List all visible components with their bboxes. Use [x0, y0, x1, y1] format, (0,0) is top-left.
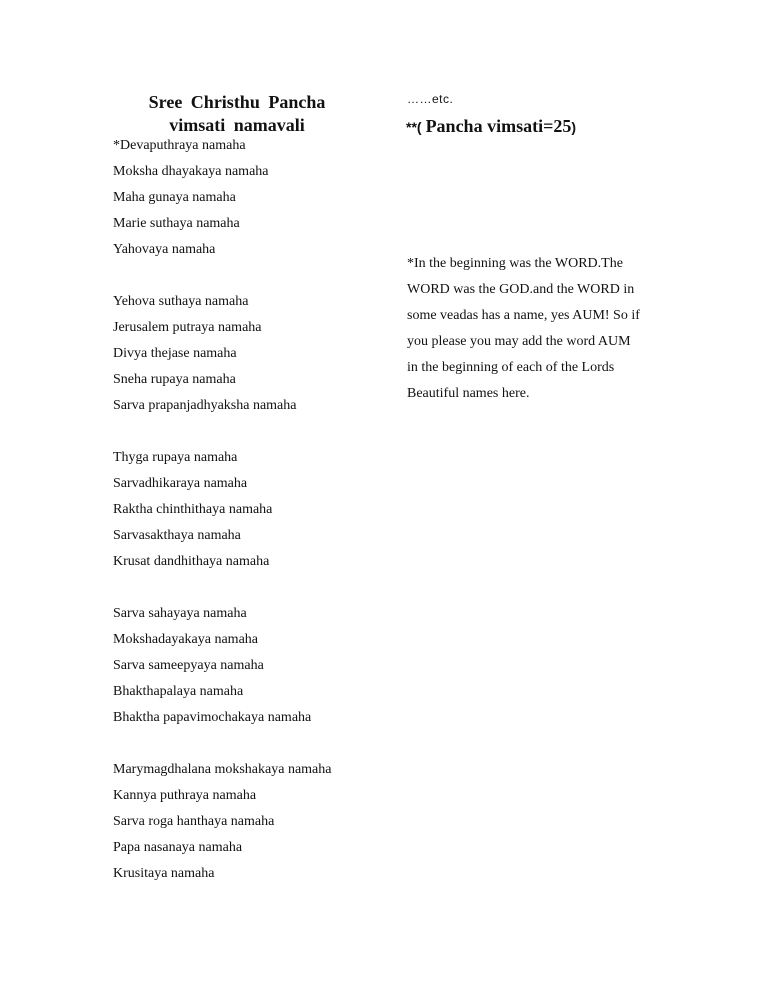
etc-text: ……etc.	[407, 92, 454, 106]
name-line: Mokshadayakaya namaha	[113, 632, 258, 647]
names-group-3	[113, 448, 393, 578]
name-line: Raktha chinthithaya namaha	[113, 502, 273, 517]
note-line: *In the beginning was the WORD.The	[407, 256, 623, 271]
title-line-2: vimsati namavali	[169, 115, 305, 135]
name-line: Sarva sameepyaya namaha	[113, 658, 264, 673]
note-line: WORD was the GOD.and the WORD in	[407, 282, 635, 297]
names-group-2	[113, 292, 393, 422]
name-line: Kannya puthraya namaha	[113, 788, 257, 803]
name-line: Sneha rupaya namaha	[113, 372, 236, 387]
names-list	[113, 136, 393, 916]
name-line: Krusitaya namaha	[113, 866, 215, 881]
pancha-vimsati-heading	[406, 116, 576, 137]
name-line: Krusat dandhithaya namaha	[113, 554, 270, 569]
names-group-4	[113, 604, 393, 734]
name-line: Sarvadhikaraya namaha	[113, 476, 248, 491]
heading-prefix: **(	[406, 119, 422, 135]
name-line: Bhakthapalaya namaha	[113, 684, 244, 699]
note-line: you please you may add the word AUM	[407, 334, 631, 349]
name-line: Sarva sahayaya namaha	[113, 606, 247, 621]
note-line: some veadas has a name, yes AUM! So if	[407, 308, 640, 323]
heading-main: Pancha vimsati=25	[425, 116, 572, 136]
heading-suffix: )	[571, 119, 576, 135]
name-line: Moksha dhayakaya namaha	[113, 164, 269, 179]
names-group-5	[113, 760, 393, 890]
name-line: Sarva roga hanthaya namaha	[113, 814, 275, 829]
name-line: Sarvasakthaya namaha	[113, 528, 241, 543]
footnote-paragraph	[407, 254, 672, 410]
name-line: Marymagdhalana mokshakaya namaha	[113, 762, 332, 777]
name-line: Marie suthaya namaha	[113, 216, 240, 231]
name-line: Maha gunaya namaha	[113, 190, 236, 205]
title-line-1: Sree Christhu Pancha	[148, 92, 326, 112]
name-line: Jerusalem putraya namaha	[113, 320, 262, 335]
name-line: Bhaktha papavimochakaya namaha	[113, 710, 312, 725]
names-group-1	[113, 136, 393, 266]
name-line: Yehova suthaya namaha	[113, 294, 249, 309]
name-line: Sarva prapanjadhyaksha namaha	[113, 398, 297, 413]
note-line: in the beginning of each of the Lords	[407, 360, 615, 375]
name-line: Thyga rupaya namaha	[113, 450, 238, 465]
name-line: Yahovaya namaha	[113, 242, 216, 257]
note-line: Beautiful names here.	[407, 386, 530, 401]
document-title	[112, 91, 362, 137]
name-line: Divya thejase namaha	[113, 346, 237, 361]
name-line: *Devaputhraya namaha	[113, 138, 246, 153]
name-line: Papa nasanaya namaha	[113, 840, 243, 855]
